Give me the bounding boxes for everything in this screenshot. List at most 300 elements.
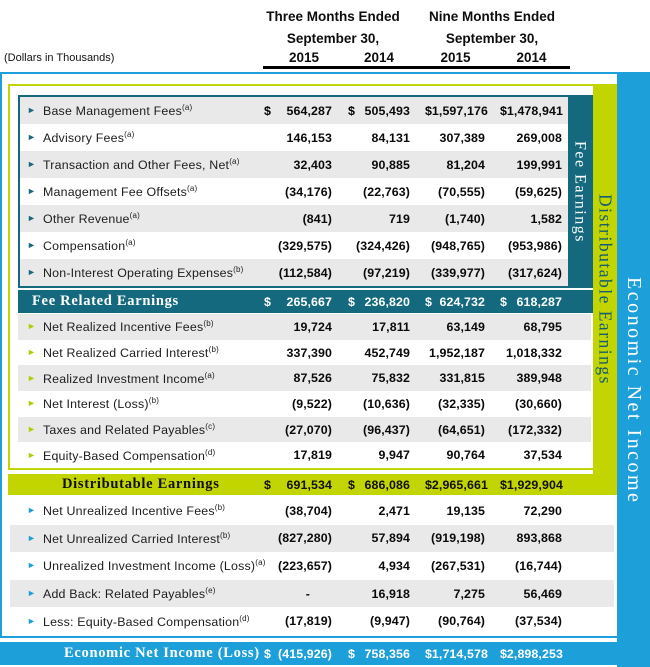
- cell-value: 32,403: [293, 157, 332, 172]
- value-columns: [260, 423, 562, 437]
- table-row: [20, 205, 568, 232]
- fee-earnings-section: [18, 95, 593, 288]
- value-cell: [332, 185, 410, 199]
- row-arrow-icon: ►: [27, 424, 36, 435]
- value-cell: [410, 504, 485, 518]
- dollars-note: (Dollars in Thousands): [4, 52, 115, 64]
- value-cell: [260, 104, 332, 118]
- value-columns: [260, 266, 562, 280]
- cell-value: 68,795: [523, 319, 562, 334]
- economic-net-income-band: [617, 72, 650, 667]
- cell-value: 758,356: [364, 646, 410, 661]
- year-headers: [268, 50, 570, 65]
- footnote-marker: (b): [208, 344, 219, 354]
- value-cell: [410, 266, 485, 280]
- row-arrow-icon: ►: [27, 347, 36, 357]
- value-cell: [410, 448, 485, 462]
- row-label: Net Interest (Loss)$^{(b)}$: [43, 396, 160, 412]
- value-cell: [485, 423, 562, 437]
- row-label: Taxes and Related Payables$^{(c)}$: [43, 421, 216, 438]
- year-header: 2014: [516, 50, 547, 65]
- dollar-sign: $: [500, 103, 507, 118]
- cell-value: (16,744): [515, 558, 562, 573]
- table-row: [10, 580, 614, 608]
- value-cell: [260, 397, 332, 411]
- cell-value: 1,582: [530, 211, 562, 226]
- col-group-nine-months: [417, 6, 567, 50]
- footnote-marker: (b): [203, 319, 214, 329]
- value-cell: [485, 587, 562, 601]
- dollar-sign: $: [500, 294, 507, 309]
- dollar-sign: $: [348, 294, 355, 309]
- cell-value: (324,426): [356, 238, 410, 253]
- col-group-three-months: [258, 6, 408, 50]
- value-columns: [260, 212, 562, 226]
- cell-value: 1,597,176: [431, 103, 488, 118]
- value-cell: [260, 295, 332, 309]
- table-row: [10, 552, 614, 580]
- cell-value: 81,204: [446, 157, 485, 172]
- value-cell: [260, 131, 332, 145]
- cell-value: 84,131: [371, 130, 410, 145]
- cell-value: 146,153: [286, 130, 332, 145]
- dollar-sign: $: [348, 477, 355, 492]
- value-columns: [260, 239, 562, 253]
- year-header: 2014: [363, 50, 395, 65]
- value-cell: [332, 397, 410, 411]
- value-cell: [485, 158, 562, 172]
- value-cell: [485, 397, 562, 411]
- cell-value: 63,149: [446, 319, 485, 334]
- row-arrow-icon: ►: [27, 186, 36, 196]
- dollar-sign: $: [348, 646, 355, 661]
- table-row: [20, 232, 568, 259]
- value-columns: [260, 647, 562, 661]
- footnote-marker: (a): [255, 558, 266, 568]
- cell-value: (329,575): [278, 238, 332, 253]
- value-cell: [260, 266, 332, 280]
- cell-value: 269,008: [516, 130, 562, 145]
- table-row: [20, 151, 568, 178]
- dollar-sign: $: [264, 646, 271, 661]
- cell-value: (415,926): [278, 646, 332, 661]
- value-cell: [332, 614, 410, 628]
- cell-value: 564,287: [286, 103, 332, 118]
- dollar-sign: $: [425, 477, 432, 492]
- row-arrow-icon: ►: [27, 159, 36, 169]
- value-cell: [260, 587, 332, 601]
- cell-value: 452,749: [364, 345, 410, 360]
- table-row: [20, 178, 568, 205]
- cell-value: 16,918: [371, 586, 410, 601]
- cell-value: 57,894: [371, 531, 410, 546]
- cell-value: (223,657): [278, 558, 332, 573]
- table-row: [18, 391, 591, 417]
- cell-value: (27,070): [285, 422, 332, 437]
- cell-value: 505,493: [364, 103, 410, 118]
- dollar-sign: $: [264, 294, 271, 309]
- fee-earnings-band-label: Fee Earnings: [571, 140, 589, 243]
- value-cell: [260, 647, 332, 661]
- cell-value: (841): [302, 211, 332, 226]
- value-cell: [410, 185, 485, 199]
- year-header: 2015: [440, 50, 471, 65]
- cell-value: (34,176): [285, 184, 332, 199]
- value-cell: [410, 239, 485, 253]
- value-cell: [485, 104, 562, 118]
- table-row: [20, 259, 568, 286]
- footnote-marker: (e): [205, 586, 216, 596]
- value-cell: [260, 185, 332, 199]
- header-underline: [263, 66, 570, 69]
- value-cell: [332, 559, 410, 573]
- footnote-marker: (b): [148, 396, 160, 406]
- cell-value: 686,086: [364, 477, 410, 492]
- row-label: Net Realized Carried Interest$^{(b)}$: [43, 344, 219, 361]
- value-columns: [260, 448, 562, 462]
- value-cell: [485, 531, 562, 545]
- value-cell: [485, 320, 562, 334]
- value-cell: [410, 477, 488, 492]
- unrealized-rows: [10, 497, 614, 635]
- row-arrow-icon: ►: [27, 449, 36, 460]
- value-cell: [410, 371, 485, 385]
- fee-earnings-band: [568, 97, 591, 286]
- cell-value: 87,526: [293, 371, 332, 386]
- row-label: Transaction and Other Fees, Net$^{(a)}$: [43, 156, 240, 173]
- value-cell: [332, 131, 410, 145]
- table-row: [10, 607, 614, 635]
- cell-value: (30,660): [515, 396, 562, 411]
- cell-value: 893,868: [516, 531, 562, 546]
- value-cell: [485, 504, 562, 518]
- value-columns: [260, 371, 562, 385]
- blue-frame-top: [0, 72, 650, 74]
- value-cell: [485, 239, 562, 253]
- realized-rows: [18, 314, 591, 468]
- value-cell: [260, 531, 332, 545]
- row-arrow-icon: ►: [27, 560, 36, 571]
- value-columns: [260, 158, 562, 172]
- value-cell: [332, 104, 410, 118]
- cell-value: (9,947): [370, 614, 410, 629]
- value-cell: [410, 320, 485, 334]
- footnote-marker: (a): [124, 129, 135, 139]
- value-cell: [485, 647, 562, 661]
- cell-value: (17,819): [285, 614, 332, 629]
- cell-value: 9,947: [378, 448, 410, 463]
- value-cell: [485, 371, 562, 385]
- value-columns: [260, 320, 562, 334]
- row-arrow-icon: ►: [27, 398, 36, 409]
- cell-value: (919,198): [431, 531, 485, 546]
- dollar-sign: $: [264, 103, 271, 118]
- value-columns: [260, 295, 562, 309]
- dollar-sign: $: [425, 294, 432, 309]
- table-row: [20, 124, 568, 151]
- value-cell: [260, 504, 332, 518]
- row-arrow-icon: ►: [27, 615, 36, 626]
- value-cell: [485, 266, 562, 280]
- cell-value: 331,815: [439, 371, 485, 386]
- cell-value: 7,275: [453, 586, 485, 601]
- row-arrow-icon: ►: [27, 240, 36, 250]
- footnote-marker: (b): [233, 264, 244, 274]
- value-columns: [260, 346, 562, 360]
- row-label: Advisory Fees$^{(a)}$: [43, 129, 135, 146]
- cell-value: 19,724: [293, 319, 332, 334]
- footnote-marker: (a): [204, 370, 215, 380]
- value-cell: [332, 587, 410, 601]
- row-arrow-icon: ►: [27, 321, 36, 332]
- cell-value: (64,651): [438, 422, 485, 437]
- value-columns: [260, 531, 562, 545]
- row-label: Add Back: Related Payables$^{(e)}$: [43, 586, 216, 602]
- fee-related-earnings-total-row: [18, 290, 593, 313]
- cell-value: (948,765): [431, 238, 485, 253]
- value-columns: [260, 504, 562, 518]
- table-row: [10, 525, 614, 553]
- cell-value: 2,965,661: [431, 477, 488, 492]
- cell-value: 624,732: [439, 294, 485, 309]
- cell-value: 17,819: [293, 448, 332, 463]
- footnote-marker: (c): [205, 421, 216, 431]
- cell-value: 1,952,187: [428, 345, 485, 360]
- value-cell: [485, 614, 562, 628]
- table-row: [18, 442, 591, 468]
- cell-value: 265,667: [286, 294, 332, 309]
- cell-value: 337,390: [286, 345, 332, 360]
- footnote-marker: (a): [229, 156, 240, 166]
- value-columns: [260, 559, 562, 573]
- value-cell: [485, 212, 562, 226]
- blue-frame-left: [0, 72, 2, 638]
- cell-value: 56,469: [523, 586, 562, 601]
- value-columns: [260, 478, 562, 492]
- table-row: [18, 340, 591, 366]
- cell-value: 2,471: [378, 503, 410, 518]
- cell-value: 691,534: [286, 477, 332, 492]
- value-cell: [260, 346, 332, 360]
- cell-value: (37,534): [515, 614, 562, 629]
- row-label: Realized Investment Income$^{(a)}$: [43, 370, 215, 386]
- value-cell: [260, 559, 332, 573]
- value-cell: [485, 295, 562, 309]
- economic-net-income-total-row: [0, 642, 650, 665]
- value-cell: [260, 239, 332, 253]
- value-cell: [410, 423, 485, 437]
- table-row: [10, 497, 614, 525]
- cell-value: (1,740): [445, 211, 485, 226]
- value-cell: [410, 559, 485, 573]
- value-cell: [410, 346, 485, 360]
- cell-value: 719: [389, 211, 410, 226]
- value-cell: [332, 423, 410, 437]
- value-cell: [332, 212, 410, 226]
- cell-value: 4,934: [378, 558, 410, 573]
- total-row-label: Fee Related Earnings: [32, 293, 179, 309]
- value-cell: [485, 478, 562, 492]
- cell-value: (90,764): [438, 614, 485, 629]
- value-cell: [260, 448, 332, 462]
- row-label: Net Unrealized Carried Interest$^{(b)}$: [43, 530, 231, 546]
- cell-value: 72,290: [523, 503, 562, 518]
- row-label: Less: Equity-Based Compensation$^{(d)}$: [43, 613, 250, 629]
- cell-value: 17,811: [372, 319, 410, 334]
- value-cell: [260, 423, 332, 437]
- cell-value: 307,389: [439, 130, 485, 145]
- row-arrow-icon: ►: [27, 505, 36, 516]
- row-label: Compensation$^{(a)}$: [43, 237, 136, 254]
- value-cell: [332, 531, 410, 545]
- row-label: Unrealized Investment Income (Loss)$^{(a)}$: [43, 558, 266, 574]
- dollar-sign: $: [500, 477, 507, 492]
- cell-value: 90,764: [446, 448, 485, 463]
- cell-value: -: [305, 586, 310, 601]
- cell-value: (9,522): [292, 396, 332, 411]
- row-arrow-icon: ►: [27, 105, 36, 115]
- value-cell: [260, 320, 332, 334]
- row-label: Management Fee Offsets$^{(a)}$: [43, 183, 198, 200]
- blue-frame-bottom: [0, 636, 650, 638]
- cell-value: 1,929,904: [506, 477, 563, 492]
- row-arrow-icon: ►: [27, 132, 36, 142]
- cell-value: (38,704): [285, 503, 332, 518]
- cell-value: 199,991: [516, 157, 562, 172]
- table-row: [18, 314, 591, 340]
- value-cell: [485, 346, 562, 360]
- cell-value: (70,555): [438, 184, 485, 199]
- footnote-marker: (a): [186, 183, 198, 193]
- row-arrow-icon: ►: [27, 588, 36, 599]
- economic-net-income-band-label: Economic Net Income: [623, 277, 645, 505]
- value-cell: [332, 448, 410, 462]
- value-cell: [485, 131, 562, 145]
- row-label: Net Realized Incentive Fees$^{(b)}$: [43, 319, 214, 335]
- row-label: Base Management Fees$^{(a)}$: [43, 102, 193, 119]
- footnote-marker: (a): [182, 102, 193, 112]
- cell-value: 1,714,578: [431, 646, 488, 661]
- value-cell: [332, 239, 410, 253]
- value-cell: [332, 158, 410, 172]
- value-cell: [332, 320, 410, 334]
- value-cell: [332, 266, 410, 280]
- dollar-sign: $: [425, 646, 432, 661]
- cell-value: 37,534: [523, 448, 562, 463]
- value-cell: [410, 295, 485, 309]
- cell-value: 618,287: [516, 294, 562, 309]
- dollar-sign: $: [348, 103, 355, 118]
- value-columns: [260, 131, 562, 145]
- row-label: Other Revenue$^{(a)}$: [43, 210, 141, 227]
- value-cell: [332, 371, 410, 385]
- cell-value: (953,986): [508, 238, 562, 253]
- cell-value: (827,280): [278, 531, 332, 546]
- cell-value: (339,977): [431, 265, 485, 280]
- year-header: 2015: [288, 50, 320, 65]
- cell-value: (10,636): [363, 396, 410, 411]
- footnote-marker: (a): [125, 237, 136, 247]
- footnote-marker: (d): [239, 613, 250, 623]
- col-group-subtitle: September 30,: [286, 31, 380, 46]
- table-row: [20, 97, 568, 124]
- value-cell: [410, 531, 485, 545]
- row-arrow-icon: ►: [27, 372, 36, 383]
- table-row: [18, 365, 591, 391]
- cell-value: 1,018,332: [505, 345, 562, 360]
- distributable-earnings-band-label: Distributable Earnings: [595, 194, 616, 385]
- value-cell: [410, 587, 485, 601]
- value-cell: [410, 397, 485, 411]
- value-cell: [410, 646, 488, 661]
- col-group-title: Nine Months Ended: [429, 9, 555, 24]
- cell-value: 19,135: [446, 503, 485, 518]
- footnote-marker: (b): [214, 503, 226, 513]
- value-cell: [485, 185, 562, 199]
- value-cell: [332, 346, 410, 360]
- distributable-earnings-total-row: [8, 474, 617, 495]
- lime-frame-bottom: [8, 468, 617, 470]
- cell-value: 1,478,941: [506, 103, 563, 118]
- cell-value: (22,763): [363, 184, 410, 199]
- cell-value: (112,584): [278, 265, 332, 280]
- value-cell: [410, 614, 485, 628]
- value-cell: [260, 212, 332, 226]
- value-cell: [485, 448, 562, 462]
- value-columns: [260, 185, 562, 199]
- footnote-marker: (a): [129, 210, 141, 220]
- value-columns: [260, 614, 562, 628]
- cell-value: 75,832: [371, 371, 410, 386]
- row-arrow-icon: ►: [27, 532, 36, 543]
- value-columns: [260, 587, 562, 601]
- value-columns: [260, 397, 562, 411]
- total-row-label: Distributable Earnings: [62, 476, 220, 492]
- col-group-title: Three Months Ended: [266, 9, 400, 24]
- distributable-earnings-band: [593, 84, 617, 495]
- cell-value: 90,885: [371, 157, 410, 172]
- cell-value: 389,948: [516, 371, 562, 386]
- value-cell: [260, 478, 332, 492]
- row-label: Non-Interest Operating Expenses$^{(b)}$: [43, 264, 244, 281]
- total-row-label: Economic Net Income (Loss): [64, 645, 260, 661]
- lime-frame-top: [8, 84, 617, 86]
- value-cell: [332, 504, 410, 518]
- col-group-subtitle: September 30,: [445, 31, 539, 46]
- dollar-sign: $: [264, 477, 271, 492]
- cell-value: (317,624): [508, 265, 562, 280]
- value-cell: [410, 158, 485, 172]
- dollar-sign: $: [500, 646, 507, 661]
- cell-value: (96,437): [363, 422, 410, 437]
- table-row: [18, 417, 591, 443]
- row-arrow-icon: ►: [27, 267, 36, 277]
- row-label: Equity-Based Compensation$^{(d)}$: [43, 447, 216, 463]
- footnote-marker: (d): [205, 447, 216, 457]
- cell-value: (32,335): [438, 396, 485, 411]
- cell-value: (97,219): [363, 265, 410, 280]
- footnote-marker: (b): [220, 530, 231, 540]
- cell-value: 2,898,253: [506, 646, 563, 661]
- value-cell: [410, 131, 485, 145]
- row-label: Net Unrealized Incentive Fees$^{(b)}$: [43, 503, 226, 519]
- row-arrow-icon: ►: [27, 213, 36, 223]
- value-cell: [332, 647, 410, 661]
- lime-frame-left: [8, 84, 10, 470]
- value-cell: [410, 212, 485, 226]
- value-cell: [260, 614, 332, 628]
- value-cell: [332, 295, 410, 309]
